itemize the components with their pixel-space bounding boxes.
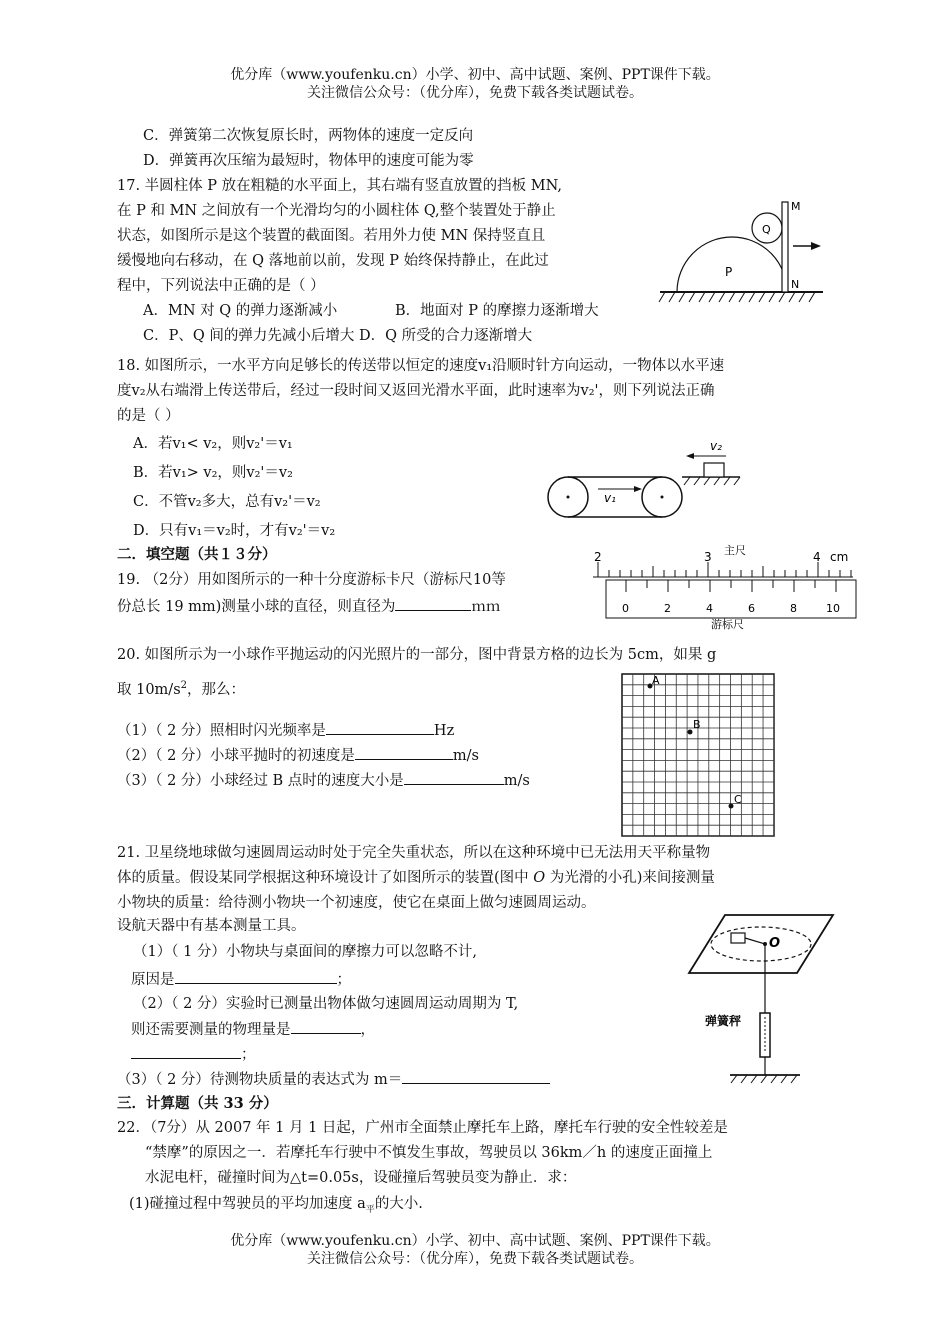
projectile-grid-figure (620, 672, 778, 840)
main-tick-4: 4 (813, 550, 821, 564)
q21-sub-1: （1）（ 1 分）小物块与桌面间的摩擦力可以忽略不计, (133, 944, 478, 960)
section-3-title: 三．计算题（共 33 分） (117, 1095, 278, 1112)
point-b-label: B (693, 718, 701, 731)
vernier-scale-label: 游标尺 (711, 618, 744, 631)
main-tick-3: 3 (704, 550, 712, 564)
spring-scale-figure (685, 905, 835, 1090)
q18-option-a: A．若v₁< v₂，则v₂'＝v₁ (133, 436, 293, 452)
q20-answer-1-blank[interactable] (326, 720, 434, 735)
q17-label-m: M (791, 200, 801, 213)
vernier-tick-4: 4 (706, 602, 713, 615)
vernier-caliper-figure (588, 540, 860, 632)
vernier-tick-2: 2 (664, 602, 671, 615)
q21-quantity-comma: ， (360, 1022, 375, 1038)
q22-line-1: 22．（7分）从 2007 年 1 月 1 日起，广州市全面禁止摩托车上路，摩托车行驶的安全性较差是 (117, 1120, 728, 1136)
q20-exponent: 2 (180, 680, 188, 691)
q17-label-q: Q (762, 223, 771, 236)
q21-sub-2: （2）（ 2 分）实验时已测量出物体做匀速圆周运动周期为 T, (133, 996, 519, 1012)
q22-line-3: 水泥电杆，碰撞时间为△t=0.05s，设碰撞后驾驶员变为静止．求： (145, 1170, 577, 1186)
q21-quantity-blank-2[interactable] (131, 1044, 241, 1059)
vernier-tick-8: 8 (790, 602, 797, 615)
q21-line-3: 小物块的质量：给待测小物块一个初速度，使它在桌面上做匀速圆周运动。 (117, 895, 596, 911)
q21-reason-blank[interactable] (175, 969, 337, 984)
point-c-label: C (734, 793, 742, 806)
unit-cm: cm (830, 550, 849, 564)
q17-option-cd: C．P、Q 间的弹力先减小后增大 D．Q 所受的合力逐渐增大 (143, 328, 533, 344)
q18-option-d: D．只有v₁＝v₂时，才有v₂'＝v₂ (133, 523, 336, 539)
q20-sub-3 (117, 770, 530, 791)
q22-line-2: “禁摩”的原因之一．若摩托车行驶中不慎发生事故，驾驶员以 36km／h 的速度正面撞上 (145, 1145, 713, 1161)
q21-reason-label: 原因是 (131, 972, 175, 988)
q17-line-4: 缓慢地向右移动，在 Q 落地前以前，发现 P 始终保持静止，在此过 (117, 253, 549, 269)
q16-option-d: D．弹簧再次压缩为最短时，物体甲的速度可能为零 (143, 153, 474, 169)
q18-label-v1: v₁ (604, 491, 616, 505)
vernier-tick-6: 6 (748, 602, 755, 615)
q20-sub-2-text: （2）（ 2 分）小球平抛时的初速度是 (117, 748, 355, 764)
q21-o-symbol: O (533, 870, 546, 886)
main-scale-label: 主尺 (724, 544, 746, 557)
spring-scale-label: 弹簧秤 (705, 1014, 742, 1028)
q21-line-4: 设航天器中有基本测量工具。 (117, 918, 306, 934)
q18-option-c: C．不管v₂多大，总有v₂'＝v₂ (133, 494, 321, 510)
q20-text: 取 10m/s (117, 681, 181, 698)
q20-text-end: ，那么： (187, 681, 246, 698)
q17-line-5: 程中，下列说法中正确的是（ ） (117, 278, 325, 294)
q17-label-n: N (791, 278, 800, 291)
q17-line-1: 17. 半圆柱体 P 放在粗糙的水平面上，其右端有竖直放置的挡板 MN, (117, 178, 562, 194)
vernier-tick-10: 10 (826, 602, 840, 615)
q19-line-2 (117, 596, 500, 617)
q17-line-3: 状态，如图所示是这个装置的截面图。若用外力使 MN 保持竖直且 (117, 228, 546, 244)
q22-subscript: 平 (365, 1204, 375, 1215)
q21-sub-3 (117, 1069, 550, 1090)
q21-reason-end: ； (336, 972, 351, 988)
main-tick-2: 2 (594, 550, 602, 564)
q19-text: 份总长 19 mm)测量小球的直径，则直径为 (117, 599, 396, 615)
q20-line-1: 20. 如图所示为一小球作平抛运动的闪光照片的一部分，图中背景方格的边长为 5cm，如果 g (117, 647, 717, 663)
q16-option-c: C．弹簧第二次恢复原长时，两物体的速度一定反向 (143, 128, 474, 144)
q21-quantity-blank-1[interactable] (291, 1019, 361, 1034)
q21-line-2 (117, 868, 715, 888)
q20-sub-3-unit: m/s (503, 773, 530, 789)
q21-sub-2-line-2 (131, 1044, 256, 1065)
q20-sub-1 (117, 720, 454, 741)
q18-line-3: 的是（ ） (117, 408, 180, 424)
q21-sub-2-quantity (131, 1019, 375, 1040)
footer-line-2: 关注微信公众号：（优分库），免费下载各类试题试卷。 (307, 1251, 643, 1267)
q20-sub-1-text: （1）（ 2 分）照相时闪光频率是 (117, 723, 326, 739)
q20-sub-2-unit: m/s (452, 748, 479, 764)
q18-figure (540, 435, 750, 521)
q17-figure (655, 190, 830, 308)
q18-option-b: B．若v₁> v₂，则v₂'＝v₂ (133, 465, 293, 481)
q18-label-v2: v₂ (710, 439, 722, 453)
section-2-title: 二．填空题（共１３分） (117, 546, 277, 563)
hole-o-label: O (769, 936, 781, 951)
q17-option-a: A．MN 对 Q 的弹力逐渐减小 (143, 303, 338, 319)
q19-line-1: 19. （2分）用如图所示的一种十分度游标卡尺（游标尺10等 (117, 572, 506, 588)
q21-line-1: 21. 卫星绕地球做匀速圆周运动时处于完全失重状态，所以在这种环境中已无法用天平称量物 (117, 845, 711, 861)
q21-quantity-end: ； (241, 1047, 256, 1063)
q21-quantity-label: 则还需要测量的物理量是 (131, 1022, 291, 1038)
q20-answer-2-blank[interactable] (355, 745, 453, 760)
q17-label-p: P (725, 265, 733, 279)
point-a-label: A (652, 674, 660, 687)
q17-option-b: B．地面对 P 的摩擦力逐渐增大 (395, 303, 599, 319)
q20-answer-3-blank[interactable] (404, 770, 504, 785)
q22-text-b: 的大小. (374, 1196, 423, 1212)
q17-line-2: 在 P 和 MN 之间放有一个光滑均匀的小圆柱体 Q,整个装置处于静止 (117, 203, 556, 219)
q21-expression-blank[interactable] (402, 1069, 550, 1084)
q20-sub-2 (117, 745, 479, 766)
q22-line-4 (129, 1194, 423, 1220)
q20-line-2 (117, 676, 245, 700)
vernier-tick-0: 0 (622, 602, 629, 615)
q18-line-2: 度v₂从右端滑上传送带后，经过一段时间又返回光滑水平面，此时速率为v₂'，则下列说法正确 (117, 383, 715, 399)
q21-text-a: 体的质量。假设某同学根据这种环境设计了如图所示的装置(图中 (117, 870, 534, 886)
q19-unit: ｍｍ (471, 599, 501, 615)
q21-sub-1-reason (131, 969, 351, 990)
q22-text-a: (1)碰撞过程中驾驶员的平均加速度 a (129, 1196, 366, 1212)
header-line-1: 优分库（www.youfenku.cn）小学、初中、高中试题、案例、PPT课件下载。 (230, 67, 720, 83)
footer-line-1: 优分库（www.youfenku.cn）小学、初中、高中试题、案例、PPT课件下载。 (230, 1233, 720, 1249)
q20-sub-3-text: （3）（ 2 分）小球经过 B 点时的速度大小是 (117, 773, 404, 789)
q18-line-1: 18. 如图所示，一水平方向足够长的传送带以恒定的速度v₁沿顺时针方向运动，一物体以水平速 (117, 358, 725, 374)
q20-sub-1-unit: Hz (433, 723, 455, 739)
q19-answer-blank[interactable] (395, 596, 471, 611)
q21-text-b: 为光滑的小孔)来间接测量 (545, 870, 715, 886)
header-line-2: 关注微信公众号：（优分库），免费下载各类试题试卷。 (307, 85, 643, 101)
q21-expression-label: （3）（ 2 分）待测物块质量的表达式为 m＝ (117, 1072, 403, 1088)
